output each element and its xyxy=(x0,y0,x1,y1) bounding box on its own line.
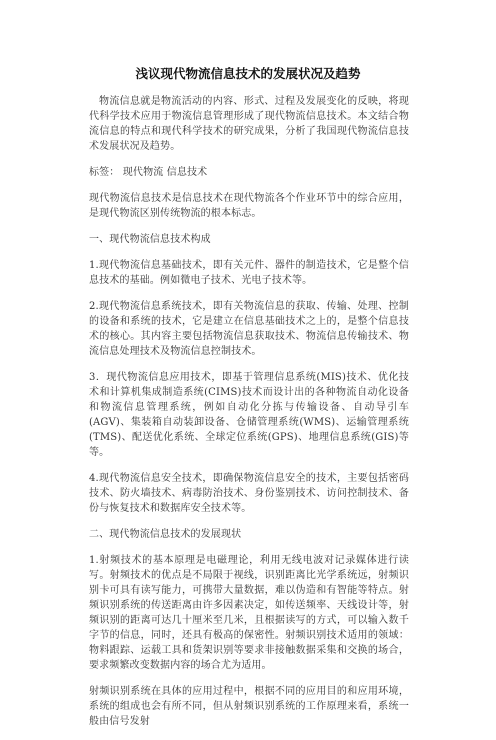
paragraph: 射频识别系统在具体的应用过程中，根据不同的应用目的和应用环境，系统的组成也会有所不同，但从射频识别系统的工作原理来看，系统一般由信号发射 xyxy=(89,686,409,727)
paragraph: 现代物流信息技术是信息技术在现代物流各个作业环节中的综合应用，是现代物流区别传统物流的根本标志。 xyxy=(89,193,409,219)
paragraph: 3．现代物流信息应用技术，即基于管理信息系统(MIS)技术、优化技术和计算机集成制造系统(CIMS)技术而设计出的各种物流自动化设备和物流信息管理系统，例如自动化分拣与传输设备、自动导引车(AGV)、集装箱自动装卸设备、仓储管理系统(WMS)、运输管理系统(TMS)、配送优化系统、全球定位系统(GPS)、地理信息系统(GIS)等等。 xyxy=(89,372,409,458)
paragraph: 一、现代物流信息技术构成 xyxy=(89,234,211,245)
paragraph: 2.现代物流信息系统技术，即有关物流信息的获取、传输、处理、控制的设备和系统的技术，它是建立在信息基础技术之上的，是整个信息技术的核心。其内容主要包括物流信息获取技术、物流信息传输技术、物流信息处理技术及物流信息控制技术。 xyxy=(89,301,409,357)
paragraph: 1.现代物流信息基础技术，即有关元件、器件的制造技术，它是整个信息技术的基础。例如微电子技术、光电子技术等。 xyxy=(89,260,409,286)
document-title: 浅议现代物流信息技术的发展状况及趋势 xyxy=(135,66,361,81)
paragraph: 标签： 现代物流 信息技术 xyxy=(89,167,208,178)
paragraph: 物流信息就是物流活动的内容、形式、过程及发展变化的反映，将现代科学技术应用于物流信息管理形成了现代物流信息技术。本文结合物流信息的特点和现代科学技术的研究成果，分析了我国现代物流信息技术发展状况及趋势。 xyxy=(89,96,409,152)
paragraph: 二、现代物流信息技术的发展现状 xyxy=(89,529,242,540)
paragraph: 1.射频技术的基本原理是电磁理论，利用无线电波对记录媒体进行读写。射频技术的优点是不局限于视线，识别距离比光学系统远，射频识别卡可具有读写能力，可携带大量数据，难以伪造和有智能等特点。射频识别系统的传送距离由许多因素决定，如传送频率、天线设计等，射频识别的距离可达几十厘米至几米，且根据读写的方式，可以输入数千字节的信息，同时，还具有极高的保密性。射频识别技术适用的领域：物料跟踪、运载工具和货架识别等要求非接触数据采集和交换的场合，要求频繁改变数据内容的场合尤为适用。 xyxy=(89,555,409,671)
paragraph: 4.现代物流信息安全技术，即确保物流信息安全的技术，主要包括密码技术、防火墙技术、病毒防治技术、身份鉴别技术、访问控制技术、备份与恢复技术和数据库安全技术等。 xyxy=(89,473,409,514)
document-body xyxy=(89,94,409,740)
